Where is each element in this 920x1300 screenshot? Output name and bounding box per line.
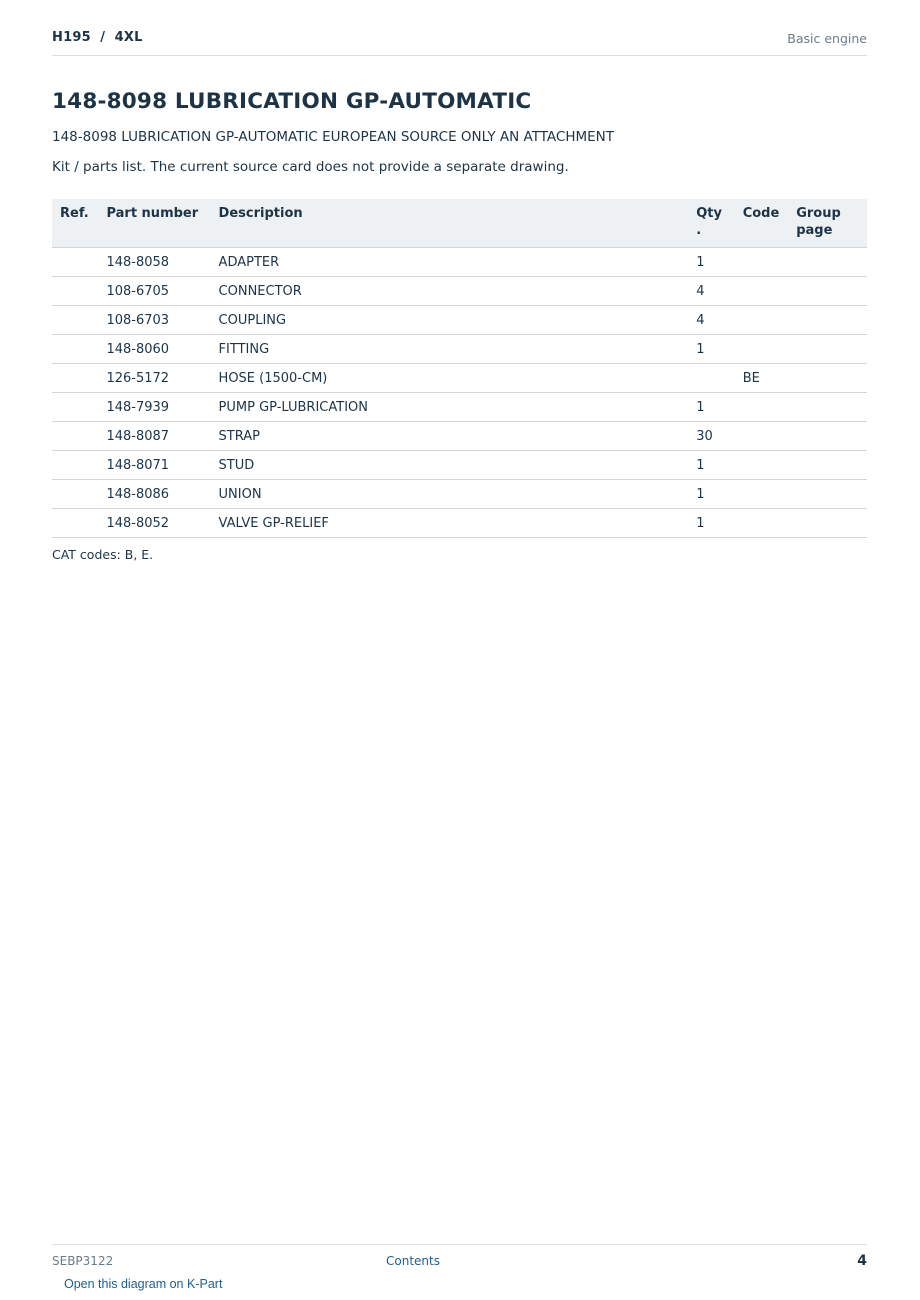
cell-ref (52, 509, 98, 538)
model-label: H195 / 4XL (52, 30, 143, 45)
cell-group-page (788, 306, 867, 335)
page-number: 4 (857, 1253, 867, 1269)
table-row (52, 480, 867, 509)
table-row (52, 335, 867, 364)
col-header-description: Description (211, 199, 689, 248)
cell-qty: 1 (688, 393, 734, 422)
cell-group-page (788, 480, 867, 509)
cell-code (735, 422, 789, 451)
cell-ref (52, 248, 98, 277)
cell-code (735, 480, 789, 509)
cell-part-number: 148-8052 (98, 509, 210, 538)
cell-part-number: 108-6705 (98, 277, 210, 306)
cell-group-page (788, 422, 867, 451)
cell-code (735, 393, 789, 422)
cell-ref (52, 393, 98, 422)
cell-description: PUMP GP-LUBRICATION (211, 393, 689, 422)
col-header-ref: Ref. (52, 199, 98, 248)
table-row (52, 451, 867, 480)
document-id: SEBP3122 (52, 1254, 114, 1268)
cell-code (735, 335, 789, 364)
cell-part-number: 148-8058 (98, 248, 210, 277)
cell-ref (52, 335, 98, 364)
cell-part-number: 148-8060 (98, 335, 210, 364)
contents-link[interactable]: Contents (386, 1254, 440, 1268)
col-header-code: Code (735, 199, 789, 248)
cell-part-number: 148-8071 (98, 451, 210, 480)
cell-group-page (788, 335, 867, 364)
cell-qty (688, 364, 734, 393)
cell-ref (52, 277, 98, 306)
cell-group-page (788, 393, 867, 422)
cell-part-number: 126-5172 (98, 364, 210, 393)
cell-part-number: 148-8086 (98, 480, 210, 509)
section-label: Basic engine (787, 31, 867, 46)
header-row (52, 199, 867, 248)
cell-description: ADAPTER (211, 248, 689, 277)
parts-table (52, 199, 867, 538)
cell-ref (52, 422, 98, 451)
cell-description: FITTING (211, 335, 689, 364)
table-row (52, 509, 867, 538)
cell-description: UNION (211, 480, 689, 509)
table-row (52, 306, 867, 335)
cell-description: COUPLING (211, 306, 689, 335)
cell-code: BE (735, 364, 789, 393)
cell-part-number: 108-6703 (98, 306, 210, 335)
table-row (52, 364, 867, 393)
cell-code (735, 277, 789, 306)
cell-group-page (788, 248, 867, 277)
cell-code (735, 509, 789, 538)
cell-qty: 1 (688, 248, 734, 277)
cell-qty: 4 (688, 277, 734, 306)
cell-description: STRAP (211, 422, 689, 451)
cell-group-page (788, 509, 867, 538)
table-row (52, 422, 867, 451)
cell-ref (52, 451, 98, 480)
cell-group-page (788, 277, 867, 306)
cell-ref (52, 306, 98, 335)
kpart-diagram-link[interactable]: Open this diagram on K-Part (64, 1277, 223, 1291)
cat-codes-note: CAT codes: B, E. (52, 547, 154, 562)
cell-description: CONNECTOR (211, 277, 689, 306)
cell-part-number: 148-8087 (98, 422, 210, 451)
table-row (52, 248, 867, 277)
table-row (52, 393, 867, 422)
cell-ref (52, 364, 98, 393)
cell-code (735, 248, 789, 277)
parts-table-header (52, 199, 867, 248)
cell-code (735, 306, 789, 335)
cell-description: VALVE GP-RELIEF (211, 509, 689, 538)
cell-description: HOSE (1500-CM) (211, 364, 689, 393)
cell-qty: 4 (688, 306, 734, 335)
table-row (52, 277, 867, 306)
cell-qty: 1 (688, 335, 734, 364)
source-note: Kit / parts list. The current source card does not provide a separate drawing. (52, 159, 569, 175)
parts-table-body (52, 248, 867, 538)
cell-qty: 1 (688, 509, 734, 538)
cell-code (735, 451, 789, 480)
col-header-part-number: Part number (98, 199, 210, 248)
page-subtitle: 148-8098 LUBRICATION GP-AUTOMATIC EUROPEAN SOURCE ONLY AN ATTACHMENT (52, 129, 614, 145)
cell-ref (52, 480, 98, 509)
col-header-qty: Qty . (688, 199, 734, 248)
cell-qty: 1 (688, 451, 734, 480)
page-title: 148-8098 LUBRICATION GP-AUTOMATIC (52, 89, 532, 114)
cell-qty: 30 (688, 422, 734, 451)
col-header-group-page: Group page (788, 199, 867, 248)
cell-qty: 1 (688, 480, 734, 509)
page-footer (52, 1244, 867, 1269)
cell-group-page (788, 364, 867, 393)
cell-description: STUD (211, 451, 689, 480)
cell-part-number: 148-7939 (98, 393, 210, 422)
cell-group-page (788, 451, 867, 480)
page-header (52, 28, 867, 56)
